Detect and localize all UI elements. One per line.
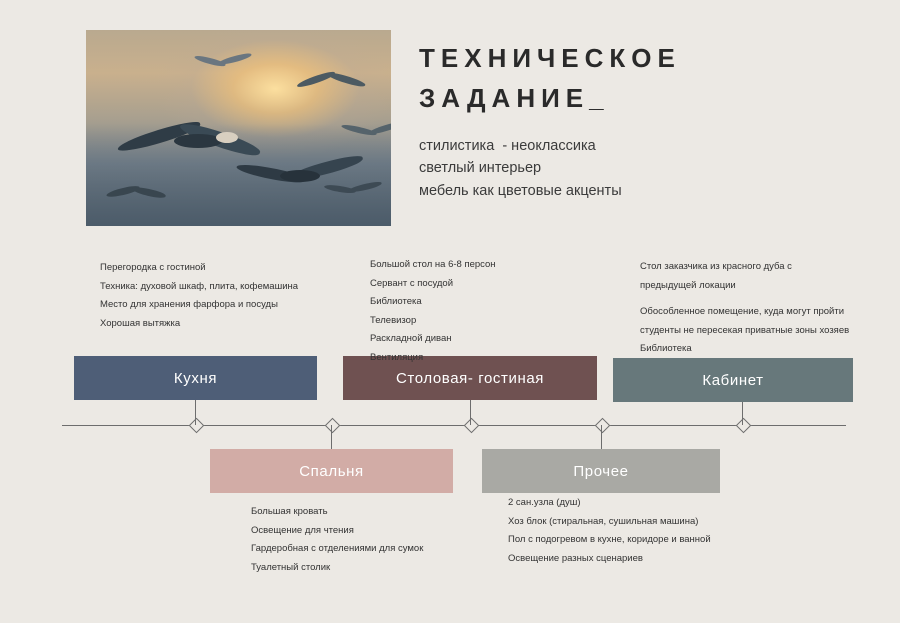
note-item: Техника: духовой шкаф, плита, кофемашина <box>100 280 299 292</box>
category-label-study: Кабинет <box>702 371 764 389</box>
category-box-kitchen[interactable] <box>74 356 317 400</box>
hero-image <box>86 30 391 226</box>
note-item: Большой стол на 6-8 персон <box>370 259 496 270</box>
notes-bedroom <box>251 503 501 577</box>
note-item: предыдущей локации <box>640 279 736 291</box>
connector-dining <box>470 400 471 425</box>
note-item: Раскладной диван <box>370 333 452 345</box>
note-item: Гардеробная с отделениями для сумок <box>251 543 424 555</box>
bird-icon <box>106 180 166 208</box>
subtitle-line-2: светлый интерьер <box>419 160 542 177</box>
bird-icon <box>296 66 366 100</box>
note-item: Хорошая вытяжка <box>100 317 181 329</box>
note-item: Освещение для чтения <box>251 524 354 536</box>
timeline-node-dining <box>464 418 480 434</box>
notes-kitchen <box>100 259 350 333</box>
timeline-node-kitchen <box>189 418 205 434</box>
note-item: Стол заказчика из красного дуба с <box>640 261 792 272</box>
page-title-line-1: ТЕХНИЧЕСКОЕ <box>419 43 681 73</box>
note-item: Место для хранения фарфора и посуды <box>100 299 278 311</box>
timeline-node-bedroom <box>325 418 341 434</box>
subtitle-line-1: стилистика - неоклассика <box>419 137 596 154</box>
category-label-bedroom: Спальня <box>299 462 364 480</box>
category-label-kitchen: Кухня <box>173 369 218 387</box>
note-item: Библиотека <box>370 296 422 308</box>
bird-icon <box>324 178 382 204</box>
connector-kitchen <box>195 400 196 425</box>
note-item <box>640 295 890 303</box>
note-item: студенты не пересекая приватные зоны хозяев <box>640 324 850 336</box>
timeline-node-other <box>595 418 611 434</box>
notes-other <box>508 494 768 568</box>
category-label-other: Прочее <box>573 462 629 480</box>
timeline-axis <box>62 425 846 426</box>
note-item: Вентиляция <box>370 351 424 363</box>
category-box-bedroom[interactable] <box>210 449 453 493</box>
notes-study <box>640 258 890 359</box>
note-item: Библиотека <box>640 343 692 355</box>
title-block <box>419 38 849 202</box>
category-box-study[interactable] <box>613 358 853 402</box>
note-item: Телевизор <box>370 314 417 326</box>
subtitle-line-3: мебель как цветовые акценты <box>419 182 622 199</box>
bird-icon <box>341 118 391 148</box>
category-label-dining: Столовая- гостиная <box>395 369 545 387</box>
page-title-line-2: ЗАДАНИЕ_ <box>419 83 610 114</box>
note-item: Туалетный столик <box>251 561 331 573</box>
page-title <box>419 38 849 119</box>
note-item: Хоз блок (стиральная, сушильная машина) <box>508 515 699 527</box>
timeline-node-study <box>736 418 752 434</box>
connector-other <box>601 425 602 449</box>
note-item: Обособленное помещение, куда могут пройти <box>640 306 845 318</box>
category-box-other[interactable] <box>482 449 720 493</box>
note-item: Освещение разных сценариев <box>508 552 643 564</box>
note-item: Перегородка с гостиной <box>100 262 206 273</box>
note-item: Пол с подогревом в кухне, коридоре и ванной <box>508 534 711 546</box>
note-item: Большая кровать <box>251 506 328 517</box>
notes-dining <box>370 256 610 367</box>
page-subtitle <box>419 135 849 202</box>
connector-study <box>742 402 743 425</box>
note-item: 2 сан.узла (душ) <box>508 497 581 508</box>
note-item: Сервант с посудой <box>370 277 454 289</box>
connector-bedroom <box>331 425 332 449</box>
bird-icon <box>194 50 250 76</box>
